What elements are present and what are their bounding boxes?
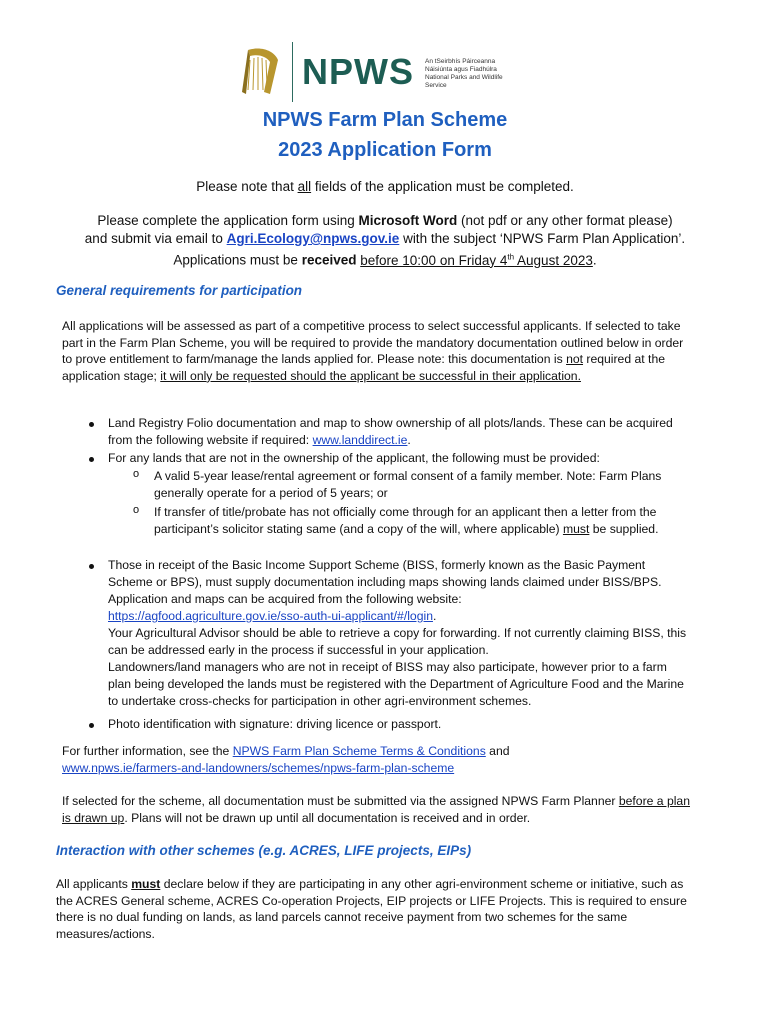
interaction-heading: Interaction with other schemes (e.g. ACRES, LIFE projects, EIPs) [56, 843, 472, 858]
sub-bullet-probate: If transfer of title/probate has not officially come through for an applicant then a letter from the participant’s solicitor stating same (and a copy of the will, where applicable) must be supplied. [154, 505, 659, 536]
bullet-biss: Those in receipt of the Basic Income Support Scheme (BISS, formerly known as the Basic Payment Scheme or BPS), must supply documentation including maps showing lands claimed under BISS/BPS. Application and maps can be acquired from the following website: https://agfood.agriculture.gov.ie/sso-auth-ui-applicant/#/login. Your Agricultural Advisor should be able to retrieve a copy for forwarding. If not currently claiming BISS, this can be addressed early in the process if successful in your application. Landowners/land managers who are not in receipt of BISS may also participate, however prior to a farm plan being developed the lands must be registered with the Department of Agriculture Food and the Marine to undertake cross-checks for participation in other agri-environment schemes. [108, 558, 687, 708]
general-intro-paragraph: All applications will be assessed as part of a competitive process to select successful applicants. If selected to take part in the Farm Plan Scheme, you will be required to provide the mandatory documentation outlined below in order to prove entitlement to farm/manage the lands applied for. Please note: this documentation is not required at the application stage; it will only be requested should the applicant be successful in their application. [62, 319, 684, 383]
general-requirements-heading: General requirements for participation [56, 283, 303, 298]
terms-conditions-link[interactable]: NPWS Farm Plan Scheme Terms & Conditions [232, 744, 486, 758]
further-information-paragraph: For further information, see the NPWS Farm Plan Scheme Terms & Conditions and www.npws.ie/farmers-and-landowners/schemes/npws-farm-plan-scheme [62, 744, 510, 775]
bullet-land-registry: Land Registry Folio documentation and map to show ownership of all plots/lands. These can be acquired from the following website if required: www.landdirect.ie. [108, 416, 673, 447]
landdirect-link[interactable]: www.landdirect.ie [312, 433, 408, 447]
interaction-paragraph: All applicants must declare below if they are participating in any other agri-environment scheme or initiative, such as the ACRES General scheme, ACRES Co-operation Projects, EIP projects or LIFE Projects. This is required to ensure there is no dual funding on lands, as land parcels cannot receive payment from two schemes for the same measures/actions. [56, 877, 687, 941]
title-line-1: NPWS Farm Plan Scheme [262, 109, 508, 131]
documentation-submission-paragraph: If selected for the scheme, all documentation must be submitted via the assigned NPWS Farm Planner before a plan is drawn up. Plans will not be drawn up until all documentation is received and in order. [62, 794, 690, 825]
bullet-icon [89, 723, 94, 728]
fields-notice: Please note that all fields of the application must be completed. [196, 179, 574, 194]
submission-notice: Please complete the application form using Microsoft Word (not pdf or any other format please) and submit via email to Agri.Ecology@npws.gov.ie with the subject ‘NPWS Farm Plan Application’. Applications must be received before 10:00 on Friday 4th August 2023. [84, 213, 686, 268]
npws-logo [240, 42, 530, 102]
sub-bullet-lease: A valid 5-year lease/rental agreement or formal consent of a family member. Note: Farm Plans generally operate for a period of 5 years; or [154, 469, 662, 500]
bullet-icon [89, 457, 94, 462]
email-link[interactable]: Agri.Ecology@npws.gov.ie [226, 231, 400, 246]
agfood-login-link[interactable]: https://agfood.agriculture.gov.ie/sso-auth-ui-applicant/#/login [108, 609, 433, 623]
logo-divider [292, 42, 293, 102]
npws-scheme-link[interactable]: www.npws.ie/farmers-and-landowners/schemes/npws-farm-plan-scheme [62, 760, 455, 775]
logo-wordmark: NPWS [302, 51, 414, 92]
circle-bullet-icon: o [133, 468, 140, 480]
bullet-icon [89, 422, 94, 427]
circle-bullet-icon: o [133, 504, 140, 516]
logo-organisation-name: An tSeirbhís Páirceanna Náisiúnta agus Fiadhúlra National Parks and Wildlife Service [425, 58, 503, 89]
harp-icon [240, 46, 284, 98]
bullet-non-owned-lands: For any lands that are not in the ownership of the applicant, the following must be provided: [108, 451, 600, 465]
title-line-2: 2023 Application Form [278, 139, 492, 161]
bullet-photo-id: Photo identification with signature: driving licence or passport. [108, 717, 442, 731]
bullet-icon [89, 564, 94, 569]
